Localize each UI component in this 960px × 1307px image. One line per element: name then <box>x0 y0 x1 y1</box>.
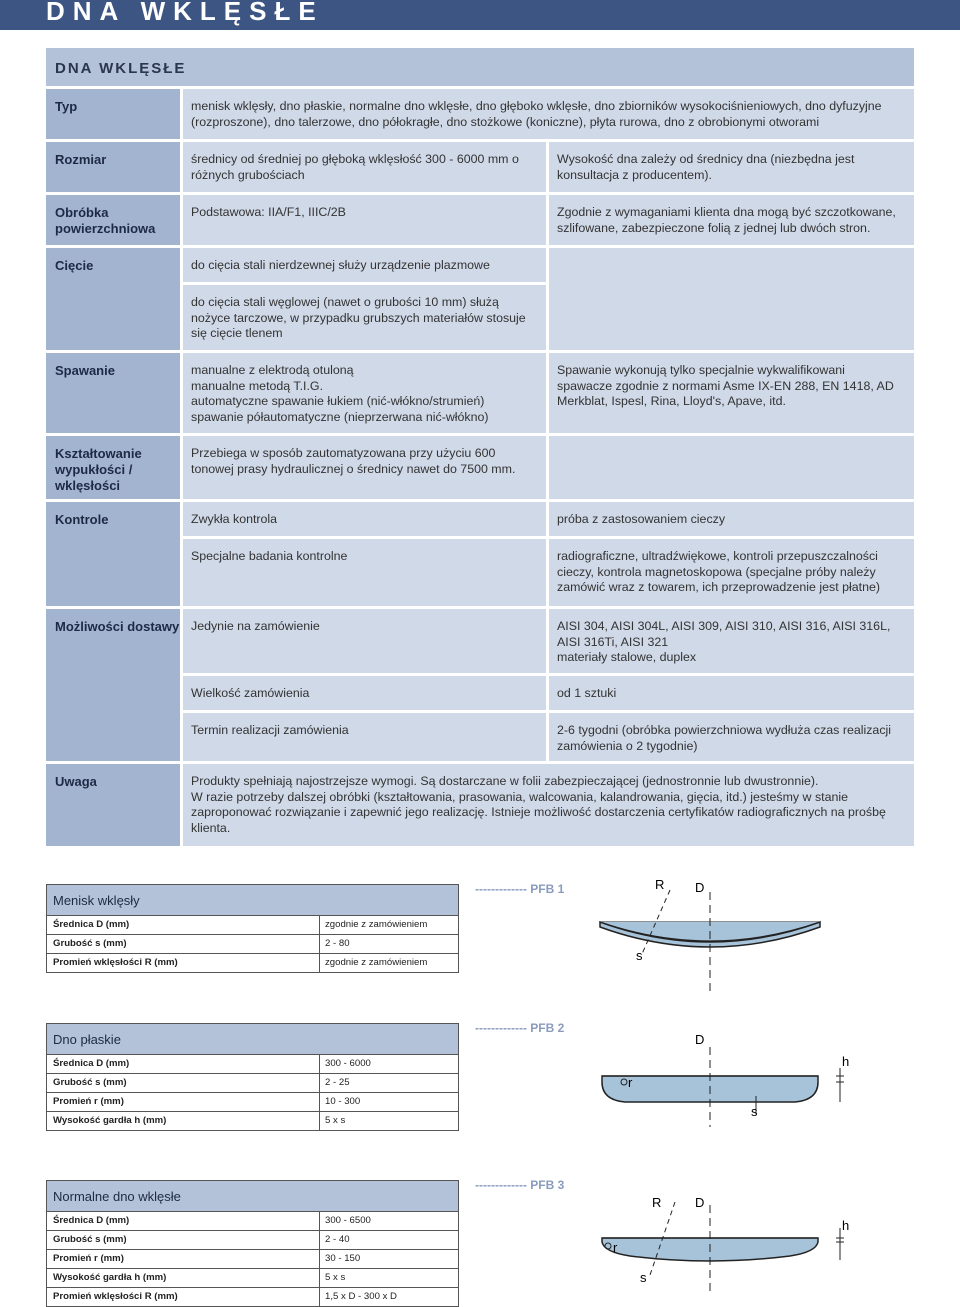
table-row <box>47 1288 458 1306</box>
row-cell <box>183 676 546 710</box>
label-D: D <box>695 1032 705 1047</box>
spec-value: 2 - 80 <box>325 938 350 949</box>
row-cell <box>549 142 914 192</box>
ciecie-a2: do cięcia stali węglowej (nawet o grubości 10 mm) służą nożyce tarczowe, w przypadku grubszych materiałów stosuje się cięcie tlenem <box>191 295 526 341</box>
obrobka-b: Zgodnie z wymaganiami klienta dna mogą być szczotkowane, szlifowane, zabezpieczone folią z jednej lub dwóch stron. <box>557 205 896 235</box>
rozmiar-a: średnicy od średniej po głęboką wklęsłość 300 - 6000 mm o różnych grubościach <box>191 152 519 182</box>
typ-text: menisk wklęsły, dno płaskie, normalne dno wklęsłe, dno głęboko wklęsłe, dno zbiorników wysokociśnieniowych, dno dyfuzyjne (rozproszone), dno talerzowe, dno półokragłe, dno stożkowe (koniczne), płyta rurowa, dno z obrobionymi otworami <box>191 99 882 129</box>
spec-key: Średnica D (mm) <box>53 1058 130 1069</box>
pfb-label-2: ------------- PFB 2 <box>475 1021 565 1035</box>
spec-key: Grubość s (mm) <box>53 1234 127 1245</box>
spec-value: 1,5 x D - 300 x D <box>325 1291 397 1302</box>
spec-header <box>47 885 458 916</box>
row-obrobka <box>46 195 914 245</box>
row-cell <box>549 609 914 673</box>
row-cell <box>183 764 914 846</box>
row-cell <box>183 609 546 673</box>
row-label <box>46 248 180 350</box>
spec-value: 10 - 300 <box>325 1096 361 1107</box>
label-kontrole: Kontrole <box>55 512 109 527</box>
spec-title: Normalne dno wklęsłe <box>53 1189 181 1204</box>
mozliwosci-b: AISI 304, AISI 304L, AISI 309, AISI 310, AISI 316, AISI 316L, AISI 316Ti, AISI 321 materiały stalowe, duplex <box>557 619 891 665</box>
label-spawanie: Spawanie <box>55 363 115 378</box>
section-title: DNA WKLĘSŁE <box>55 60 187 77</box>
table-row <box>47 1212 458 1231</box>
spec-value: 5 x s <box>325 1272 346 1283</box>
mozliwosci-a: Jedynie na zamówienie <box>191 619 320 633</box>
row-cell <box>549 248 914 350</box>
spec-title: Dno płaskie <box>53 1032 121 1047</box>
label-D: D <box>695 880 705 895</box>
label-h: h <box>842 1054 850 1069</box>
row-label <box>46 195 180 245</box>
pfb1-diagram <box>580 872 840 1002</box>
row-cell <box>183 142 546 192</box>
row-label <box>46 502 180 606</box>
row-label <box>46 142 180 192</box>
spec-key: Promień r (mm) <box>53 1096 124 1107</box>
kontrole-a2: Specjalne badania kontrolne <box>191 549 348 563</box>
row-cell <box>549 353 914 433</box>
row-cell <box>549 502 914 536</box>
spec-value: 30 - 150 <box>325 1253 361 1264</box>
kontrole-a: Zwykła kontrola <box>191 512 278 526</box>
spec-value: 2 - 40 <box>325 1234 350 1245</box>
pfb2-diagram <box>580 1022 860 1132</box>
label-h: h <box>842 1218 850 1233</box>
row-label <box>46 436 180 499</box>
table-row <box>47 1231 458 1250</box>
spec-value: zgodnie z zamówieniem <box>325 919 428 930</box>
ksztaltowanie-a: Przebiega w sposób zautomatyzowana przy użyciu 600 tonowej prasy hydraulicznej o średnicy nawet do 7500 mm. <box>191 446 516 476</box>
mozliwosci-b3: 2-6 tygodni (obróbka powierzchniowa wydłuża czas realizacji zamówienia o 2 tygodnie) <box>557 723 892 753</box>
spec-value: zgodnie z zamówieniem <box>325 957 428 968</box>
row-cell <box>183 89 914 139</box>
row-cell <box>549 195 914 245</box>
spec-header <box>47 1024 458 1055</box>
table-row <box>47 954 458 972</box>
label-ciecie: Cięcie <box>55 258 94 273</box>
uwaga-text: Produkty spełniają najostrzejsze wymogi. Są dostarczane w folii zabezpieczającej (jednostronnie lub dwustronnie). W razie potrzeby dalszej obróbki (kształtowania, prasowania, walcowania, kalandrowania, gięcia, itd.) jesteśmy w stanie zaproponować rozwiązanie i zapewnić jego realizację. Istnieje możliwość dostarczenia certyfikatów radiograficznych na prośbę klienta. <box>191 774 886 835</box>
row-cell <box>183 502 546 536</box>
row-cell <box>183 436 546 499</box>
label-R: R <box>655 877 665 892</box>
label-rozmiar: Rozmiar <box>55 152 107 167</box>
row-label <box>46 89 180 139</box>
spec-value: 300 - 6000 <box>325 1058 371 1069</box>
kontrole-b: próba z zastosowaniem cieczy <box>557 512 726 526</box>
label-s: s <box>751 1104 758 1119</box>
table-row <box>47 1112 458 1130</box>
spec-table-menisk <box>46 884 459 973</box>
row-spawanie <box>46 353 914 433</box>
spec-value: 300 - 6500 <box>325 1215 371 1226</box>
row-cell <box>183 353 546 433</box>
label-ksztaltowanie: Kształtowanie wypukłości / wklęsłości <box>55 446 142 493</box>
label-r: r <box>628 1075 633 1090</box>
label-obrobka: Obróbka powierzchniowa <box>55 205 156 236</box>
kontrole-b2: radiograficzne, ultradźwiękowe, kontroli przepuszczalności cieczy, kontrola magnetoskopowa (specjalne próby należy zamówić wraz z towarem, ich przeprowadzenie jest płatne) <box>557 549 880 595</box>
label-r: r <box>613 1240 618 1255</box>
row-cell <box>549 436 914 499</box>
row-uwaga <box>46 764 914 846</box>
label-mozliwosci: Możliwości dostawy <box>55 619 180 634</box>
row-typ <box>46 89 914 139</box>
row-ksztaltowanie <box>46 436 914 499</box>
label-s: s <box>636 948 643 963</box>
row-cell <box>183 285 546 350</box>
spec-key: Wysokość gardła h (mm) <box>53 1272 167 1283</box>
row-cell <box>183 539 546 606</box>
mozliwosci-a2: Wielkość zamówienia <box>191 686 310 700</box>
spec-key: Średnica D (mm) <box>53 1215 130 1226</box>
row-cell <box>549 713 914 761</box>
label-s: s <box>640 1270 647 1285</box>
row-rozmiar <box>46 142 914 192</box>
obrobka-a: Podstawowa: IIA/F1, IIIC/2B <box>191 205 346 219</box>
spec-key: Promień wklęsłości R (mm) <box>53 957 178 968</box>
spec-value: 2 - 25 <box>325 1077 350 1088</box>
row-kontrole <box>46 502 914 606</box>
row-cell <box>183 195 546 245</box>
spec-header <box>47 1181 458 1212</box>
page-title: DNA WKLĘSŁE <box>46 0 324 26</box>
mozliwosci-a3: Termin realizacji zamówienia <box>191 723 349 737</box>
spec-table-plaskie <box>46 1023 459 1131</box>
spec-key: Średnica D (mm) <box>53 919 130 930</box>
label-D: D <box>695 1195 705 1210</box>
pfb3-diagram <box>580 1180 860 1298</box>
spec-key: Grubość s (mm) <box>53 938 127 949</box>
spec-table-normalne <box>46 1180 459 1307</box>
row-ciecie <box>46 248 914 350</box>
mozliwosci-b2: od 1 sztuki <box>557 686 617 700</box>
spec-value: 5 x s <box>325 1115 346 1126</box>
table-row <box>47 1093 458 1112</box>
table-row <box>47 1269 458 1288</box>
row-cell <box>183 248 546 282</box>
page-header-bar <box>0 0 960 30</box>
table-row <box>47 1074 458 1093</box>
spec-key: Wysokość gardła h (mm) <box>53 1115 167 1126</box>
spec-key: Promień wklęsłości R (mm) <box>53 1291 178 1302</box>
ciecie-a: do cięcia stali nierdzewnej służy urządzenie plazmowe <box>191 258 490 272</box>
table-row <box>47 1055 458 1074</box>
rozmiar-b: Wysokość dna zależy od średnicy dna (niezbędna jest konsultacja z producentem). <box>557 152 855 182</box>
spec-title: Menisk wklęsły <box>53 893 140 908</box>
section-header <box>46 48 914 86</box>
label-R: R <box>652 1195 662 1210</box>
label-uwaga: Uwaga <box>55 774 97 789</box>
row-label <box>46 353 180 433</box>
row-cell <box>549 539 914 606</box>
table-row <box>47 1250 458 1269</box>
pfb-label-3: ------------- PFB 3 <box>475 1178 565 1192</box>
label-typ: Typ <box>55 99 78 114</box>
row-cell <box>183 713 546 761</box>
table-row <box>47 916 458 935</box>
spawanie-b: Spawanie wykonują tylko specjalnie wykwalifikowani spawacze zgodnie z normami Asme IX-EN 288, EN 1418, AD Merkblat, Ispesl, Rina, Lloyd's, Apave, itd. <box>557 363 894 409</box>
spec-key: Grubość s (mm) <box>53 1077 127 1088</box>
row-label <box>46 609 180 761</box>
spawanie-a: manualne z elektrodą otuloną manualne metodą T.I.G. automatyczne spawanie łukiem (nić-włókno/strumień) spawanie półautomatyczne (nieprzerwana nić-włókno) <box>191 363 489 424</box>
pfb-label-1: ------------- PFB 1 <box>475 882 565 896</box>
spec-key: Promień r (mm) <box>53 1253 124 1264</box>
row-mozliwosci <box>46 609 914 761</box>
row-label <box>46 764 180 846</box>
row-cell <box>549 676 914 710</box>
table-row <box>47 935 458 954</box>
